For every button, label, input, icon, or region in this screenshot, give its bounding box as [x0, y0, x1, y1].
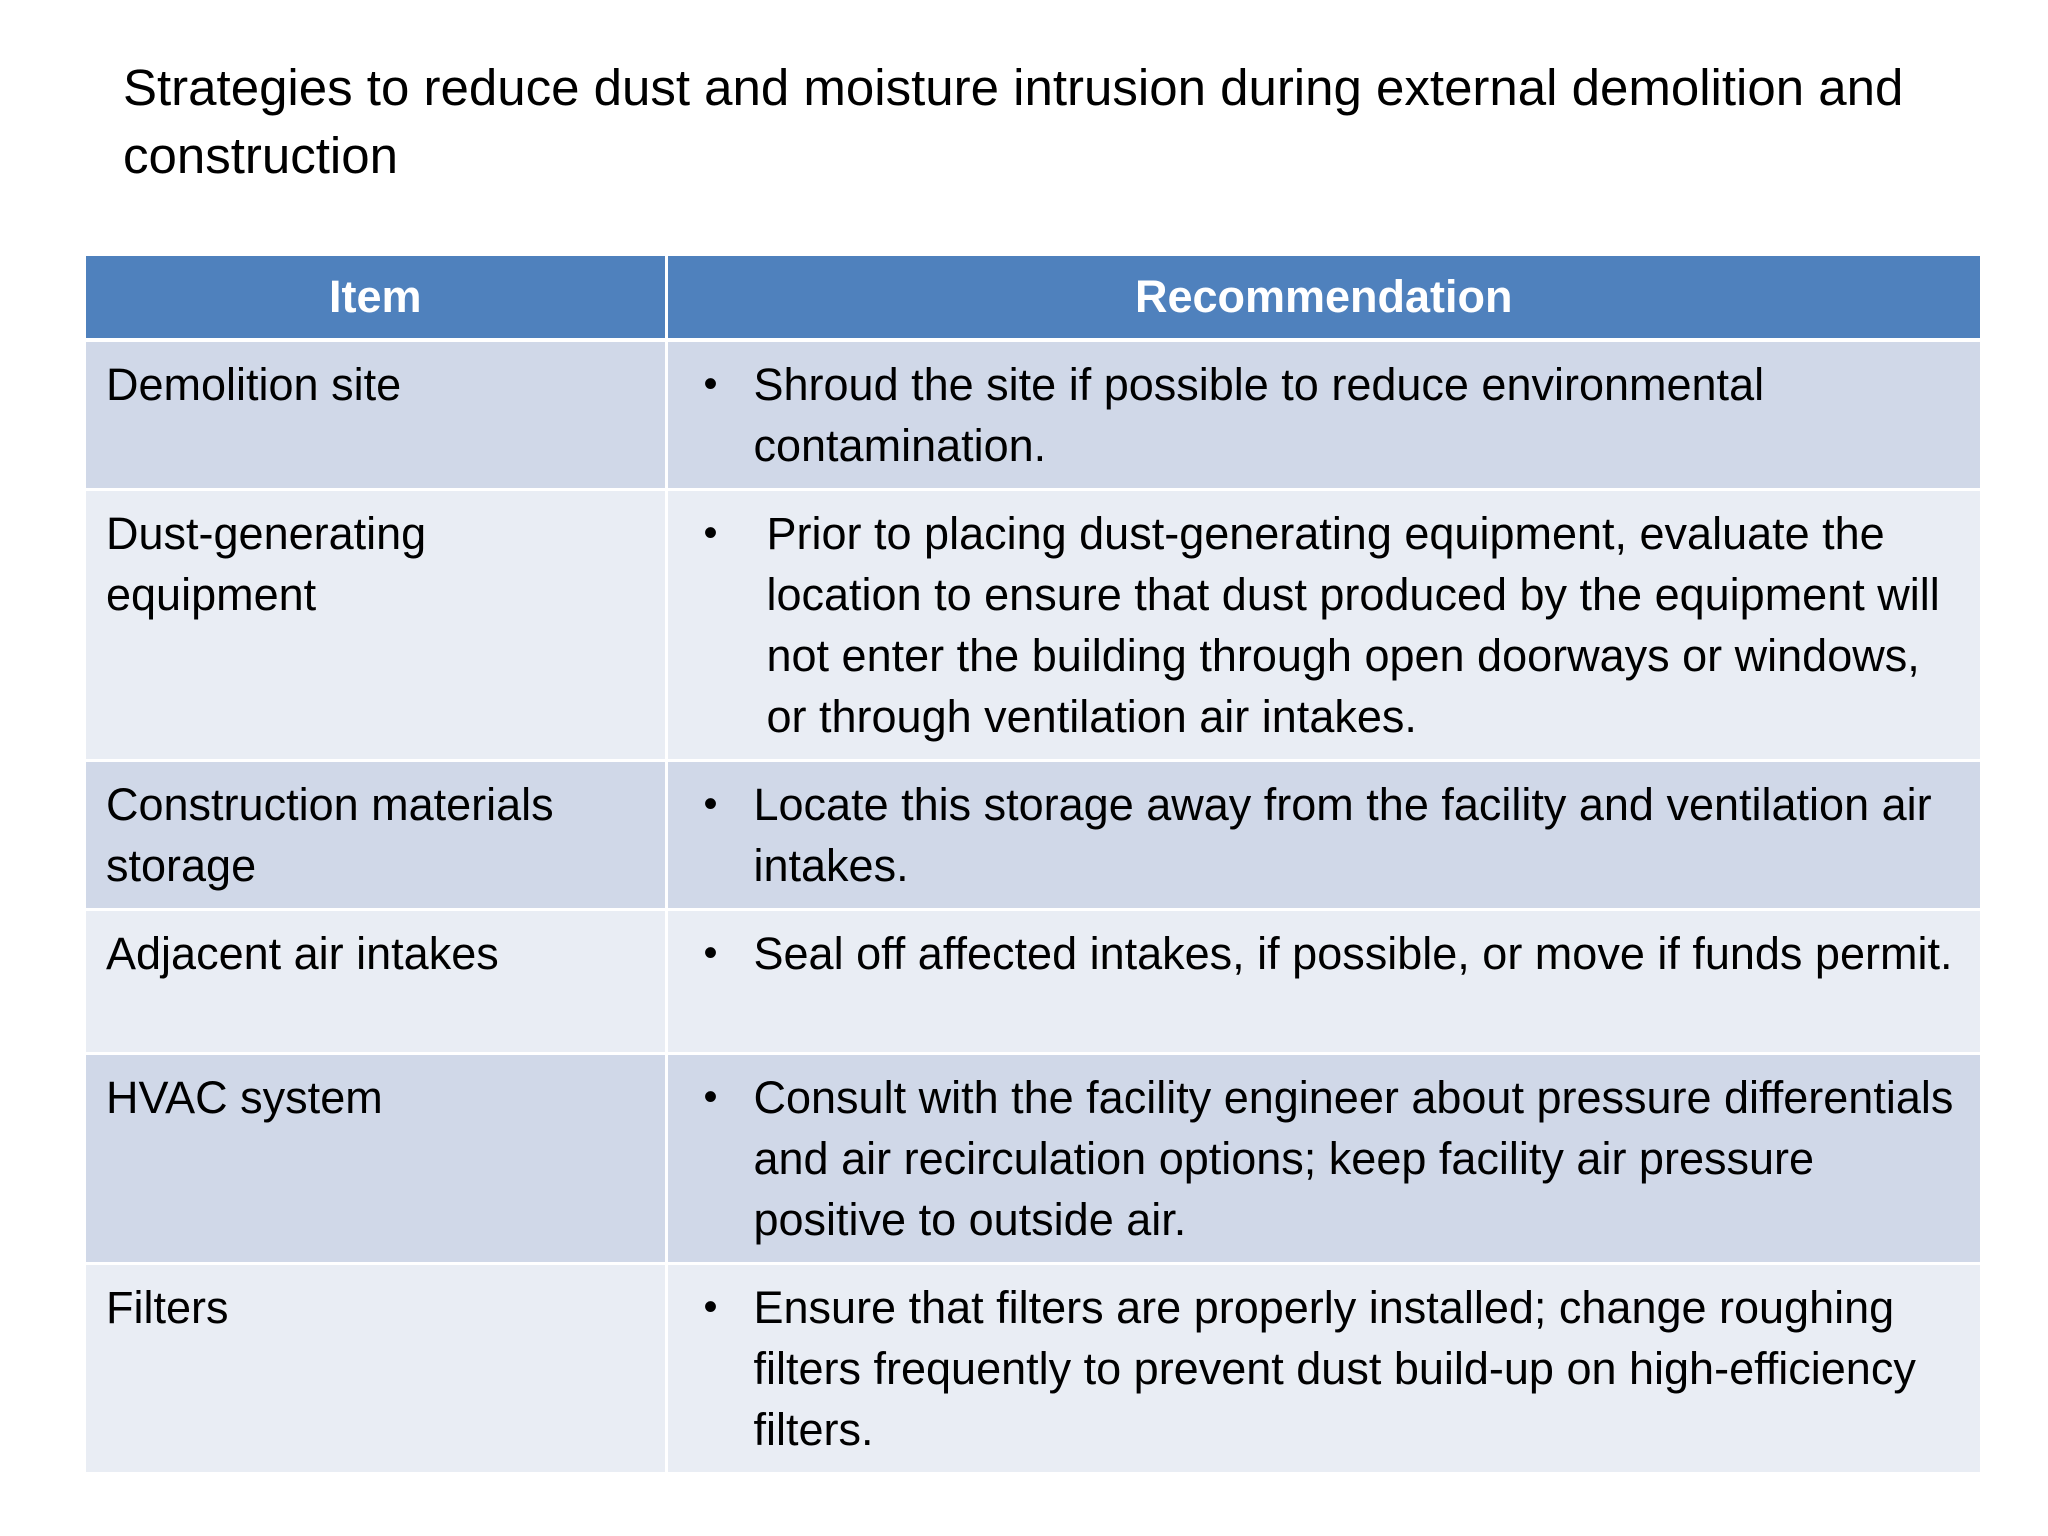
column-header-recommendation: Recommendation	[666, 256, 1980, 340]
item-cell: Construction materials storage	[86, 761, 666, 910]
bullet-icon: •	[703, 1285, 718, 1329]
recommendation-text: Prior to placing dust-generating equipment, evaluate the location to ensure that dust produced by the equipment will not enter the building through open doorways or windows, or through ventilation air intakes.	[766, 508, 1940, 742]
recommendation-text: Consult with the facility engineer about pressure differentials and air recirculation options; keep facility air pressure positive to outside air.	[753, 1072, 1954, 1245]
recommendation-text: Seal off affected intakes, if possible, or move if funds permit.	[753, 928, 1953, 979]
table-body	[86, 340, 1980, 1474]
recommendation-cell	[666, 490, 1980, 761]
recommendation-cell	[666, 910, 1980, 1054]
recommendation-cell	[666, 1264, 1980, 1474]
bullet-icon: •	[703, 931, 718, 975]
table-row	[86, 1054, 1980, 1264]
recommendations-table-container	[86, 256, 1980, 1475]
bullet-icon: •	[703, 782, 718, 826]
item-cell: HVAC system	[86, 1054, 666, 1264]
recommendation-cell	[666, 340, 1980, 490]
recommendations-table	[86, 256, 1980, 1475]
bullet-item	[668, 1067, 1965, 1250]
bullet-item	[668, 923, 1965, 984]
bullet-icon: •	[703, 362, 718, 406]
recommendation-text: Locate this storage away from the facility and ventilation air intakes.	[753, 779, 1932, 891]
bullet-item	[668, 503, 1965, 747]
slide-title: Strategies to reduce dust and moisture intrusion during external demolition and construction	[123, 59, 1904, 184]
column-header-item: Item	[86, 256, 666, 340]
item-cell: Adjacent air intakes	[86, 910, 666, 1054]
item-cell: Demolition site	[86, 340, 666, 490]
recommendation-cell	[666, 1054, 1980, 1264]
bullet-item	[668, 1277, 1965, 1460]
bullet-icon: •	[703, 511, 718, 555]
recommendation-text: Shroud the site if possible to reduce environmental contamination.	[753, 359, 1765, 471]
table-header-row	[86, 256, 1980, 340]
table-row	[86, 910, 1980, 1054]
table-row	[86, 1264, 1980, 1474]
recommendation-cell	[666, 761, 1980, 910]
bullet-item	[668, 354, 1965, 476]
table-row	[86, 490, 1980, 761]
table-row	[86, 340, 1980, 490]
item-cell: Filters	[86, 1264, 666, 1474]
recommendation-text: Ensure that filters are properly installed; change roughing filters frequently to prevent dust build-up on high-efficiency filters.	[753, 1282, 1916, 1455]
bullet-item	[668, 774, 1965, 896]
item-cell: Dust-generating equipment	[86, 490, 666, 761]
table-row	[86, 761, 1980, 910]
table-header	[86, 256, 1980, 340]
bullet-icon: •	[703, 1075, 718, 1119]
